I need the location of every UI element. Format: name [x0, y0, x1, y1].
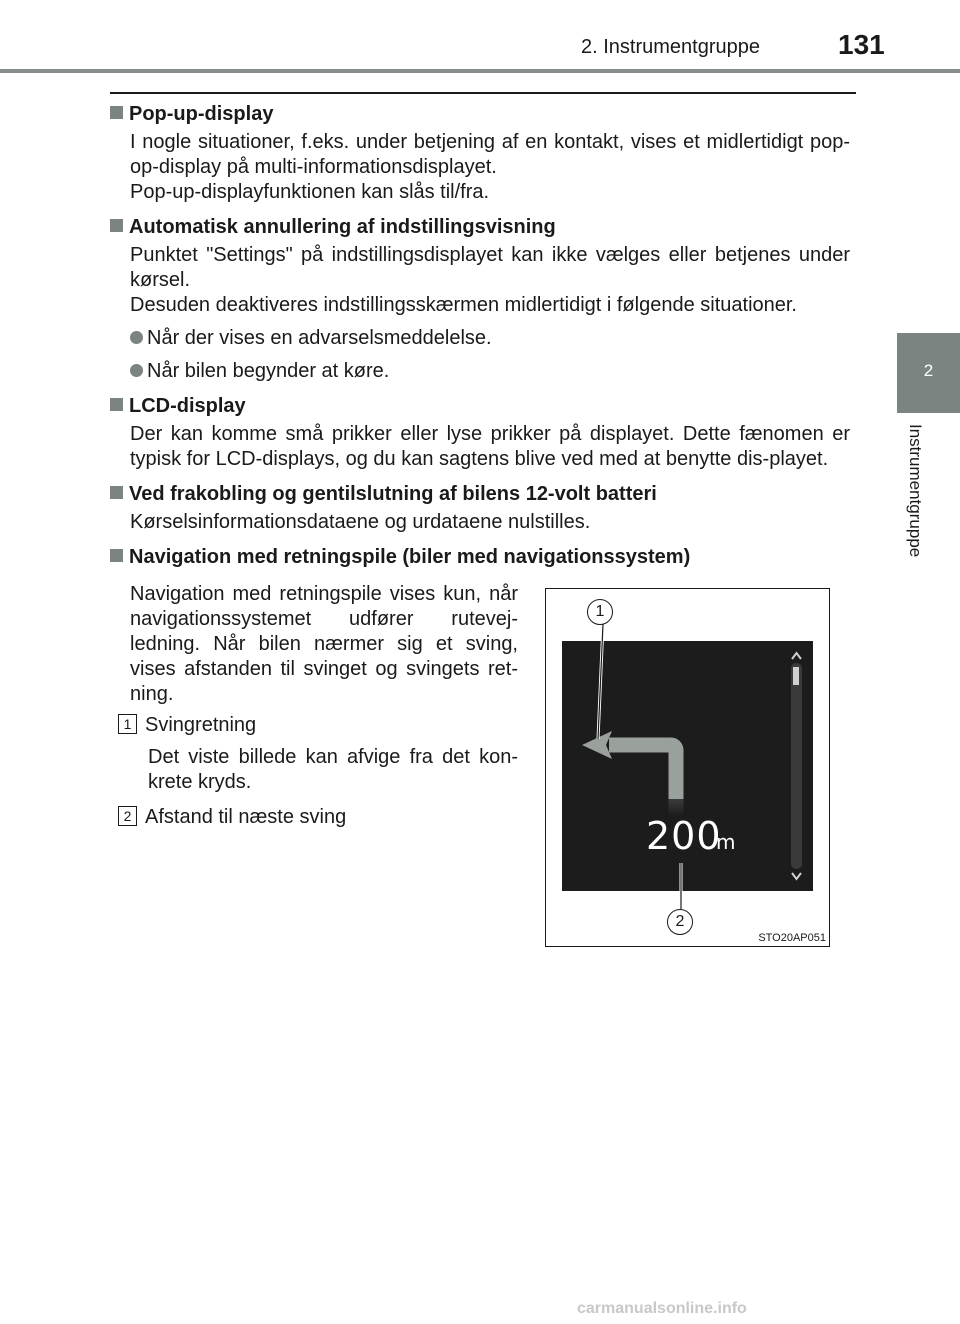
square-bullet-icon — [110, 219, 123, 232]
square-bullet-icon — [110, 106, 123, 119]
paragraph: Kørselsinformationsdataene og urdataene nulstilles. — [130, 511, 591, 533]
chapter-tab-number: 2 — [923, 361, 934, 380]
content-rule — [110, 92, 856, 94]
navigation-display-figure — [545, 588, 830, 947]
section-title: Pop-up-display — [110, 100, 850, 128]
paragraph: Desuden deaktiveres indstillingsskærmen midlertidigt i følgende situationer. — [130, 294, 797, 316]
watermark: carmanualsonline.info — [577, 1300, 747, 1317]
paragraph: Navigation med retningspile vises kun, når navigationssystemet udfører rutevej-ledning. Når bilen nærmer sig et sving, vises afstanden til svinget og svingets ret-ning. — [130, 583, 518, 705]
circle-bullet-icon — [130, 364, 143, 377]
square-bullet-icon — [110, 486, 123, 499]
section-battery — [110, 480, 850, 535]
paragraph: Punktet "Settings" på indstillingsdisplayet kan ikke vælges eller betjenes under kørsel. — [130, 244, 850, 291]
section-lcd-display — [110, 392, 850, 472]
numbered-item — [118, 805, 346, 830]
square-bullet-icon — [110, 398, 123, 411]
callout-2: 2 — [667, 909, 693, 935]
item-number: 2 — [118, 806, 137, 826]
item-note: Det viste billede kan afvige fra det kon-krete kryds. — [148, 746, 518, 793]
scroll-thumb — [793, 667, 799, 685]
distance-unit: m — [716, 830, 736, 854]
item-number: 1 — [118, 714, 137, 734]
callout-1: 1 — [587, 599, 613, 625]
figure-code: STO20AP051 — [758, 932, 826, 944]
paragraph: Der kan komme små prikker eller lyse prikker på displayet. Dette fænomen er typisk for LCD-displays, og du kan sagtens blive ved med at benytte dis-playet. — [130, 423, 850, 470]
display-illustration — [546, 589, 829, 946]
list-item: Når bilen begynder at køre. — [130, 359, 850, 384]
chapter-side-label — [905, 424, 933, 594]
section-navigation — [110, 543, 850, 571]
chapter-tab — [897, 333, 960, 413]
header-rule — [0, 69, 960, 73]
item-label: Afstand til næste sving — [145, 806, 347, 828]
section-popup-display — [110, 100, 850, 205]
scroll-track — [791, 663, 802, 869]
page-number: 131 — [838, 29, 885, 60]
paragraph: I nogle situationer, f.eks. under betjening af en kontakt, vises et midlertidigt pop-op-display på multi-informationsdisplayet. — [130, 131, 850, 178]
square-bullet-icon — [110, 549, 123, 562]
chapter-title: 2. Instrumentgruppe — [581, 36, 760, 58]
circle-bullet-icon — [130, 331, 143, 344]
numbered-item — [118, 713, 256, 738]
chapter-side-label-text: Instrumentgruppe — [906, 424, 925, 558]
section-title: Ved frakobling og gentilslutning af bilens 12-volt batteri — [110, 480, 850, 508]
item-label: Svingretning — [145, 714, 257, 736]
list-item: Når der vises en advarselsmeddelelse. — [130, 326, 850, 351]
paragraph: Pop-up-displayfunktionen kan slås til/fra. — [130, 181, 490, 203]
section-title: Automatisk annullering af indstillingsvisning — [110, 213, 850, 241]
distance-value: 200 — [646, 814, 722, 858]
section-title: Navigation med retningspile (biler med navigationssystem) — [110, 543, 850, 571]
section-title: LCD-display — [110, 392, 850, 420]
section-auto-cancel — [110, 213, 850, 384]
page-content — [110, 100, 850, 571]
